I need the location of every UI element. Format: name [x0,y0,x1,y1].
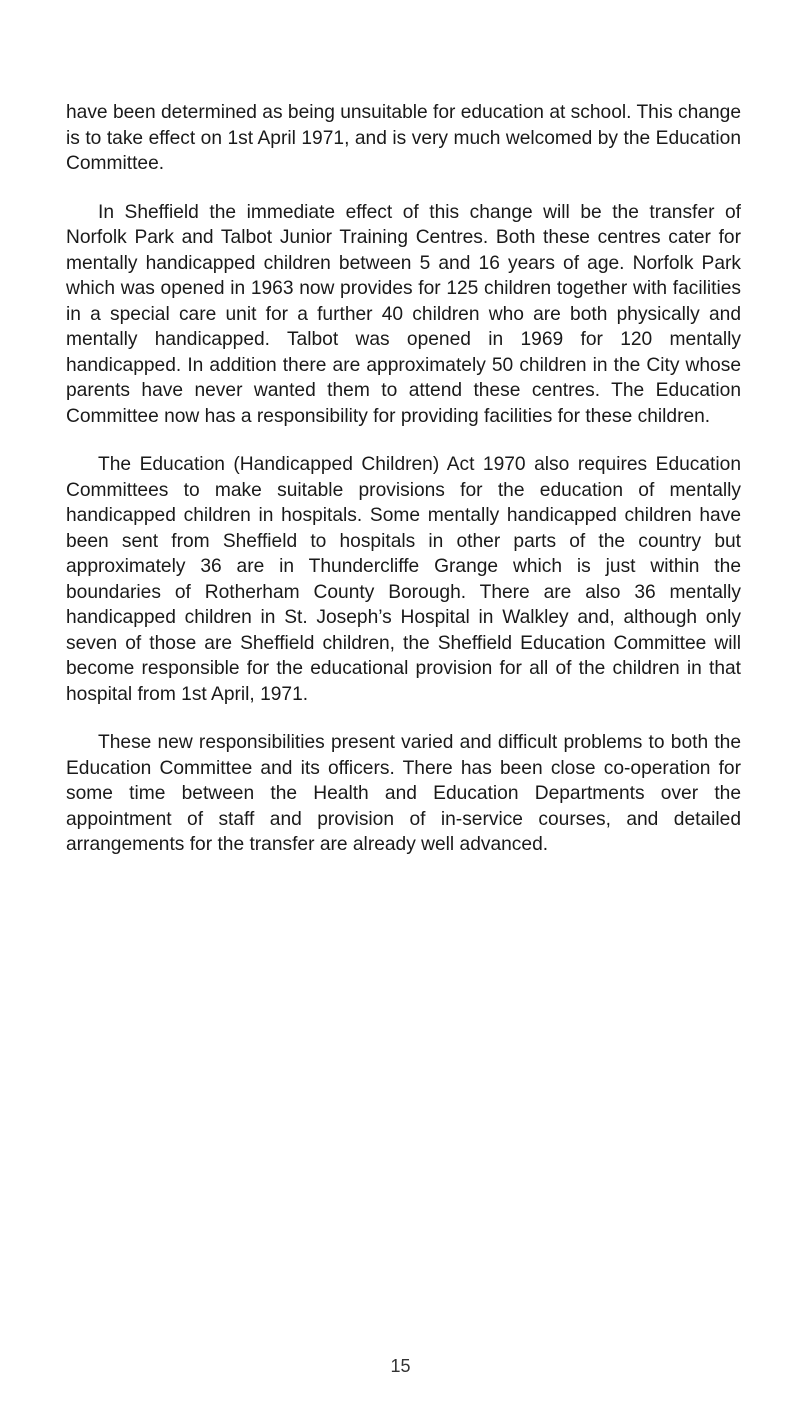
document-body [66,100,741,881]
paragraph-hospitals: The Education (Handicapped Children) Act 1970 also requires Education Committees to make suitable provisions for the education of mentally handicapped children in hospitals. Some mentally handicapped children have been sent from Sheffield to hospitals in other parts of the country but approximately 36 are in Thundercliffe Grange which is just within the boundaries of Rotherham County Borough. There are also 36 mentally handicapped children in St. Joseph’s Hospital in Walkley and, although only seven of those are Sheffield children, the Sheffield Education Committee will become responsible for the educational provision for all of the children in that hospital from 1st April, 1971. [66,454,741,705]
paragraph-training-centres: In Sheffield the immediate effect of this change will be the transfer of Norfolk Park and Talbot Junior Training Centres. Both these centres cater for mentally handicapped children between 5 and 16 years of age. Norfolk Park which was opened in 1963 now provides for 125 children together with facilities in a special care unit for a further 40 children who are both physically and mentally handicapped. Talbot was opened in 1969 for 120 mentally handicapped. In addition there are approximately 50 children in the City whose parents have never wanted them to attend these centres. The Education Committee now has a responsibility for providing facilities for these children. [66,201,741,427]
paragraph-responsibilities: These new responsibilities present varied and difficult problems to both the Education Committee and its officers. There has been close co-operation for some time between the Health and Education Departments over the appointment of staff and provision of in-service courses, and detailed arrangements for the transfer are already well advanced. [66,732,741,855]
paragraph-continuation: have been determined as being unsuitable for education at school. This change is to take effect on 1st April 1971, and is very much welcomed by the Education Committee. [66,102,741,174]
page-number: 15 [390,1356,411,1376]
